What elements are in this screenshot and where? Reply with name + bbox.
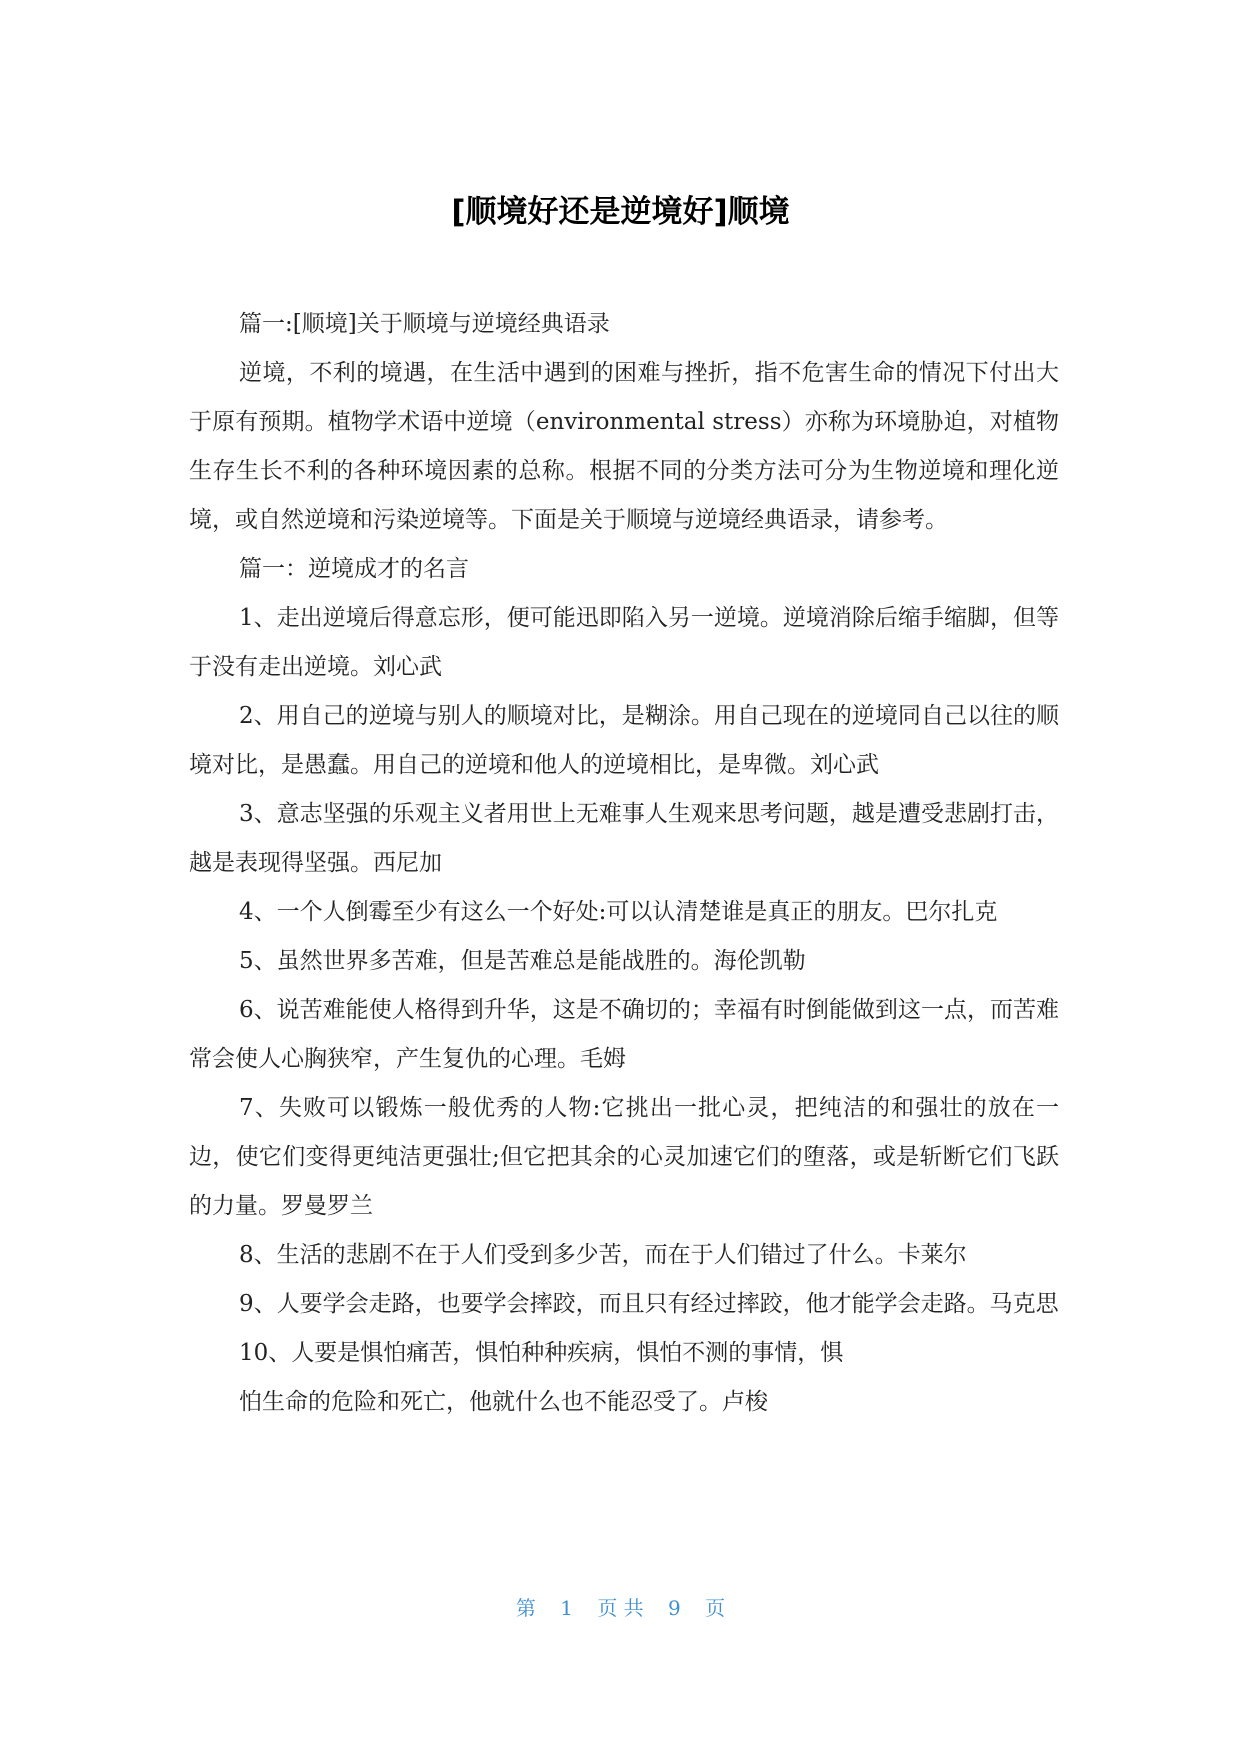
- intro-paragraph: 逆境，不利的境遇，在生活中遇到的困难与挫折，指不危害生命的情况下付出大于原有预期。植物学术语中逆境（environmental stress）亦称为环境胁迫，对植物生存生长不利的各种环境因素的总称。根据不同的分类方法可分为生物逆境和理化逆境，或自然逆境和污染逆境等。下面是关于顺境与逆境经典语录，请参考。: [189, 360, 1059, 533]
- quote-paragraph: 4、一个人倒霉至少有这么一个好处:可以认清楚谁是真正的朋友。巴尔扎克: [239, 899, 998, 925]
- footer-total-pages: 9: [668, 1596, 681, 1620]
- footer-label-pages: 页: [705, 1596, 726, 1620]
- footer-label-of: 页 共: [597, 1596, 644, 1620]
- footer-current-page: 1: [560, 1596, 573, 1620]
- section-heading: 篇一：逆境成才的名言: [239, 556, 469, 582]
- document-title: [顺境好还是逆境好]顺境: [451, 194, 790, 230]
- quote-paragraph-continued: 怕生命的危险和死亡，他就什么也不能忍受了。卢梭: [239, 1389, 768, 1415]
- quote-paragraph: 1、走出逆境后得意忘形，便可能迅即陷入另一逆境。逆境消除后缩手缩脚，但等于没有走出逆境。刘心武: [189, 605, 1059, 680]
- page-footer: [0, 1592, 1241, 1621]
- footer-label-page: 第: [515, 1596, 536, 1620]
- quote-paragraph: 10、人要是惧怕痛苦，惧怕种种疾病，惧怕不测的事情，惧: [239, 1340, 844, 1366]
- quote-paragraph: 9、人要学会走路，也要学会摔跤，而且只有经过摔跤，他才能学会走路。马克思: [239, 1291, 1059, 1317]
- quote-paragraph: 3、意志坚强的乐观主义者用世上无难事人生观来思考问题，越是遭受悲剧打击，越是表现得坚强。西尼加: [189, 801, 1059, 876]
- quote-paragraph: 2、用自己的逆境与别人的顺境对比，是糊涂。用自己现在的逆境同自己以往的顺境对比，是愚蠢。用自己的逆境和他人的逆境相比，是卑微。刘心武: [189, 703, 1059, 778]
- quote-paragraph: 5、虽然世界多苦难，但是苦难总是能战胜的。海伦凯勒: [239, 948, 806, 974]
- quote-paragraph: 6、说苦难能使人格得到升华，这是不确切的；幸福有时倒能做到这一点，而苦难常会使人心胸狭窄，产生复仇的心理。毛姆: [189, 997, 1059, 1072]
- document-body: [189, 300, 1059, 1427]
- quote-paragraph: 7、失败可以锻炼一般优秀的人物:它挑出一批心灵，把纯洁的和强壮的放在一边，使它们变得更纯洁更强壮;但它把其余的心灵加速它们的堕落，或是斩断它们飞跃的力量。罗曼罗兰: [189, 1095, 1059, 1219]
- quote-paragraph: 8、生活的悲剧不在于人们受到多少苦，而在于人们错过了什么。卡莱尔: [239, 1242, 967, 1268]
- section-heading: 篇一:[顺境]关于顺境与逆境经典语录: [239, 311, 610, 337]
